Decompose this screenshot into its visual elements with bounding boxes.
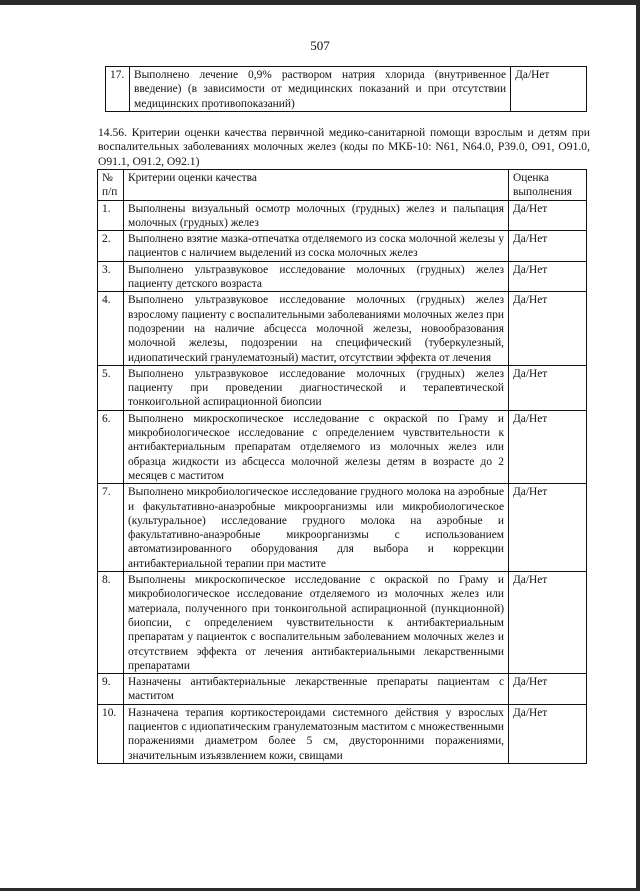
assessment-value: Да/Нет [509, 365, 587, 410]
row-number: 10. [98, 704, 124, 763]
assessment-value: Да/Нет [509, 572, 587, 674]
table-row [98, 200, 587, 231]
header-number: № п/п [98, 170, 124, 201]
row-number: 8. [98, 572, 124, 674]
criterion-text: Выполнены визуальный осмотр молочных (грудных) желез и пальпация молочных (грудных) желез [123, 200, 508, 231]
header-criteria: Критерии оценки качества [123, 170, 508, 201]
criterion-text: Выполнено микробиологическое исследование грудного молока на аэробные и факультативно-анаэробные микроорганизмы или микробиологическое (культуральное) исследование грудного молока на аэробные и факультативно-анаэробные микроорганизмы с использованием автоматизированного оборудования для выбора и коррекции антибактериальной терапии при мастите [123, 484, 508, 572]
row-number: 1. [98, 200, 124, 231]
criterion-text: Выполнено ультразвуковое исследование молочных (грудных) желез пациенту детского возраста [123, 261, 508, 292]
row-number: 17. [106, 67, 130, 112]
row-number: 9. [98, 674, 124, 705]
header-assessment: Оценка выполнения [509, 170, 587, 201]
criterion-text: Выполнено взятие мазка-отпечатка отделяемого из соска молочной железы у пациентов с наличием выделений из соска молочных желез [123, 231, 508, 262]
scan-edge-right [636, 0, 640, 891]
assessment-value: Да/Нет [509, 231, 587, 262]
assessment-value: Да/Нет [511, 67, 587, 112]
criterion-text: Выполнено ультразвуковое исследование молочных (грудных) желез пациенту при проведении диагностической и терапевтической тонкоигольной аспирационной биопсии [123, 365, 508, 410]
table-row [98, 572, 587, 674]
criteria-table [97, 169, 587, 764]
table-row [98, 231, 587, 262]
assessment-value: Да/Нет [509, 261, 587, 292]
assessment-value: Да/Нет [509, 674, 587, 705]
row-number: 6. [98, 410, 124, 483]
table-row [98, 292, 587, 365]
assessment-value: Да/Нет [509, 292, 587, 365]
table-header-row [98, 170, 587, 201]
row-number: 4. [98, 292, 124, 365]
row-number: 5. [98, 365, 124, 410]
section-heading: 14.56. Критерии оценки качества первичной медико-санитарной помощи взрослым и детям при воспалительных заболеваниях молочных желез (коды по МКБ-10: N61, N64.0, P39.0, O91, O91.0, O91.1, O91.2, O92.1) [98, 126, 590, 168]
criterion-text: Выполнено ультразвуковое исследование молочных (грудных) желез взрослому пациенту с воспалительными заболеваниями молочных желез при подозрении на наличие абсцесса молочной железы, новообразования молочной железы, подозрении на специфический (туберкулезный, идиопатический гранулематозный) мастит, отсутствии эффекта от лечения [123, 292, 508, 365]
table-row [98, 365, 587, 410]
assessment-value: Да/Нет [509, 484, 587, 572]
table-row [106, 67, 587, 112]
criterion-text: Выполнено лечение 0,9% раствором натрия хлорида (внутривенное введение) (в зависимости от медицинских показаний и при отсутствии медицинских противопоказаний) [129, 67, 510, 112]
table-row [98, 674, 587, 705]
continued-criteria-table [105, 66, 587, 112]
row-number: 3. [98, 261, 124, 292]
criterion-text: Выполнены микроскопическое исследование с окраской по Граму и микробиологическое исследование отделяемого из молочных желез или материала, полученного при тонкоигольной аспирационной (пункционной) биопсии, с определением чувствительности к антибактериальным препаратам у пациенток с воспалительным заболеванием молочных желез и отсутствием эффекта от лечения антибактериальными лекарственными препаратами [123, 572, 508, 674]
table-row [98, 410, 587, 483]
table-row [98, 484, 587, 572]
row-number: 7. [98, 484, 124, 572]
table-row [98, 704, 587, 763]
assessment-value: Да/Нет [509, 200, 587, 231]
row-number: 2. [98, 231, 124, 262]
page-number: 507 [310, 38, 330, 53]
criterion-text: Назначены антибактериальные лекарственные препараты пациентам с маститом [123, 674, 508, 705]
assessment-value: Да/Нет [509, 410, 587, 483]
criterion-text: Выполнено микроскопическое исследование с окраской по Граму и микробиологическое исследование с определением чувствительности к антибактериальным препаратам отделяемого из молочных желез или образца жидкости из абсцесса молочной железы детям в возрасте до 2 месяцев с маститом [123, 410, 508, 483]
table-row [98, 261, 587, 292]
scan-edge-top [0, 0, 640, 5]
assessment-value: Да/Нет [509, 704, 587, 763]
criterion-text: Назначена терапия кортикостероидами системного действия у взрослых пациентов с идиопатическим гранулематозным маститом с множественными поражениями диаметром более 5 см, двусторонними поражениями, значительным изъязвлением кожи, свищами [123, 704, 508, 763]
